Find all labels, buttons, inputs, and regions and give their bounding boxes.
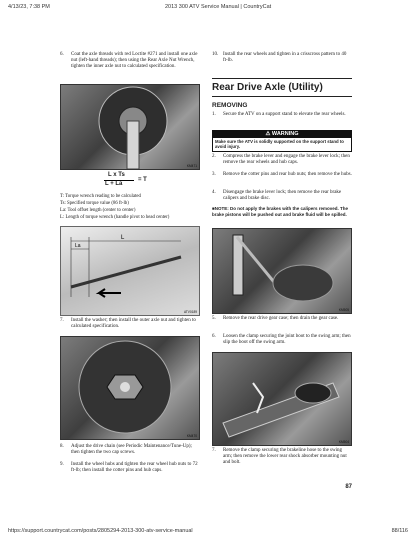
figure-1-caption: KM471 [186,164,197,168]
title-rule [212,78,352,79]
axle-illustration [61,85,199,169]
footer-page-count: 88/116 [391,528,408,534]
step-7-left: 7. Install the washer; then install the outer axle nut and tighten to calculated specification. [60,318,196,329]
figure-4-caption: KM505 [338,308,349,312]
label-la: La [75,243,81,249]
legend-row: T: Torque wrench reading to be calculated [60,194,141,199]
step-5-right: 5. Remove the rear drive gear case; then drain the gear case. [212,316,339,321]
swing-arm-illustration [213,353,351,445]
step-6-right: 6. Loosen the clamp securing the joint boot to the swing arm; then slip the boot off the swing arm. [212,334,351,345]
page-number: 87 [345,484,352,490]
legend-row: L: Length of torque wrench (handle pivot to head center) [60,215,170,220]
step-7-right: 7. Remove the clamp securing the brakeline hose to the swing arm; then remove the lower rear shock absorber mounting nut and bolt. [212,448,347,465]
figure-axle-nut-wrench [60,84,200,170]
title-rule-bottom [212,96,352,97]
legend-row: Ts: Specified torque value (86 ft-lb) [60,201,129,206]
torque-wrench-illustration [61,227,199,315]
outer-nut-illustration [61,337,199,439]
step-9-left: 9. Install the wheel hubs and tighten the rear wheel hub nuts to 72 ft-lb; then install the cotter pins and hub caps. [60,462,198,473]
step-8-left: 8. Adjust the drive chain (see Periodic Maintenance/Tune-Up); then tighten the two cap screws. [60,444,192,455]
figure-swing-arm-boot [212,352,352,446]
warning-heading: ⚠ WARNING [213,131,351,138]
step-3-right: 3. Remove the cotter pins and rear hub nuts; then remove the hubs. [212,172,352,177]
step-1-right: 1. Secure the ATV on a support stand to elevate the rear wheels. [212,112,346,117]
manual-page [60,52,356,512]
step-10-right: 10. Install the rear wheels and tighten in a crisscross pattern to 40 ft-lb. [212,52,347,63]
step-4-right: 4. Disengage the brake lever lock; then remove the rear brake calipers and brake disc. [212,190,342,201]
figure-outer-axle-nut [60,336,200,440]
warning-text: Make sure the ATV is solidly supported on the support stand to avoid injury. [215,139,344,149]
torque-formula: L x Ts L + La = T [105,172,147,187]
label-l: L [121,235,125,241]
left-column [60,52,200,512]
header-title: 2013 300 ATV Service Manual | CountryCat [165,4,272,10]
right-column [212,52,352,512]
warning-box [212,130,352,152]
legend-row: La: Tool offset length (center to center) [60,208,136,213]
removing-heading: REMOVING [212,102,248,109]
step-2-right: 2. Compress the brake lever and engage the brake lever lock; then remove the rear wheels and hub caps. [212,154,350,165]
section-title: Rear Drive Axle (Utility) [212,82,323,93]
header-datetime: 4/13/23, 7:38 PM [8,4,50,10]
figure-rear-drive-gear [212,228,352,314]
footer-url[interactable]: https://support.countrycat.com/posts/2805294-2013-300-atv-service-manual [8,528,193,534]
figure-2-caption: ATV0189 [183,310,197,314]
note-brakes: ■NOTE: Do not apply the brakes with the calipers removed. The brake pistons will be pushed out and brake fluid will be spilled. [212,206,348,217]
figure-3-caption: KM470 [186,434,197,438]
step-6-left: 6. Coat the axle threads with red Loctite #271 and install one axle nut (left-hand threads); then using the Rear Axle Nut Wrench, tighten the inner axle nut to calculated specification. [60,52,198,69]
figure-torque-wrench-diagram [60,226,200,316]
formula-legend [60,194,200,222]
figure-5-caption: KM504 [338,440,349,444]
gear-case-illustration [213,229,351,313]
